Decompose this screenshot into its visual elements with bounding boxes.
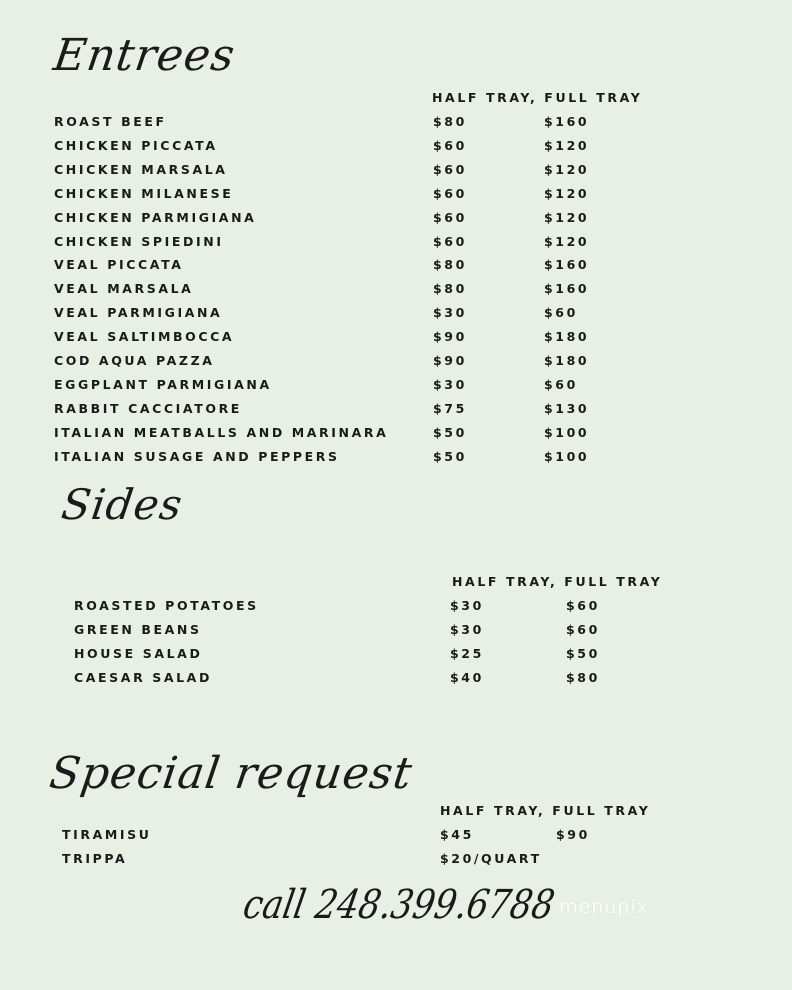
menu-item-name: CHICKEN PARMIGIANA (54, 209, 257, 225)
menupix-watermark: menupix (559, 896, 649, 918)
menu-item-half: $90 (433, 329, 467, 345)
special-title: Special request (46, 748, 416, 799)
menu-item-full: $160 (544, 114, 590, 129)
menu-item-name: HOUSE SALAD (74, 645, 203, 661)
menu-item-full: $120 (544, 209, 590, 225)
menu-item-name: TRIPPA (62, 851, 128, 866)
menu-item-row (0, 186, 792, 210)
menu-item-row (0, 646, 792, 670)
menu-item-name: ROAST BEEF (54, 114, 167, 129)
menu-item-half: $60 (433, 209, 467, 225)
menu-item-full: $160 (544, 281, 590, 297)
menu-item-name: TIRAMISU (62, 827, 152, 842)
menu-item-name: CHICKEN MILANESE (54, 185, 234, 201)
menu-item-full: $60 (544, 305, 578, 321)
menu-item-half: $80 (433, 257, 467, 273)
menu-item-half: $25 (450, 645, 484, 661)
phone-number: call 248.399.6788 (239, 882, 558, 928)
menu-item-half: $40 (450, 669, 484, 685)
menu-item-half: $60 (433, 161, 467, 177)
menu-item-row (0, 162, 792, 186)
menu-item-name: COD AQUA PAZZA (54, 353, 215, 368)
menu-item-name: CHICKEN MARSALA (54, 161, 228, 177)
menu-item-half: $60 (433, 233, 467, 249)
menu-item-name: CHICKEN SPIEDINI (54, 233, 224, 249)
menu-item-full: $60 (544, 376, 578, 392)
menu-item-full: $100 (544, 448, 590, 464)
menu-item-row (0, 851, 792, 875)
menu-item-full: $60 (566, 598, 600, 613)
menu-item-row (0, 598, 792, 622)
entrees-title: Entrees (50, 30, 239, 81)
menu-item-full: $120 (544, 233, 590, 249)
menu-item-half: $50 (433, 424, 467, 440)
menu-item-half: $90 (433, 353, 467, 368)
menu-item-full: $50 (566, 645, 600, 661)
menu-item-full: $90 (556, 827, 590, 842)
menu-item-name: ITALIAN SUSAGE AND PEPPERS (54, 448, 340, 464)
menu-item-row (0, 377, 792, 401)
menu-item-row (0, 425, 792, 449)
menu-item-row (0, 449, 792, 473)
menu-item-half: $45 (440, 827, 474, 842)
menu-item-half: $60 (433, 137, 467, 153)
menu-item-name: VEAL PICCATA (54, 257, 184, 273)
menu-item-full: $120 (544, 137, 590, 153)
menu-item-row (0, 401, 792, 425)
menu-item-row (0, 257, 792, 281)
menu-item-name: CHICKEN PICCATA (54, 137, 218, 153)
menu-item-name: EGGPLANT PARMIGIANA (54, 376, 272, 392)
menu-item-row (0, 114, 792, 138)
menu-item-name: CAESAR SALAD (74, 669, 212, 685)
menu-item-row (0, 210, 792, 234)
sides-column-header: HALF TRAY, FULL TRAY (452, 574, 663, 589)
menu-item-half: $60 (433, 185, 467, 201)
menu-item-row (0, 234, 792, 258)
sides-title: Sides (58, 480, 186, 529)
menu-item-row (0, 827, 792, 851)
menu-item-half: $30 (433, 305, 467, 321)
menu-item-full: $160 (544, 257, 590, 273)
menu-item-name: RABBIT CACCIATORE (54, 400, 242, 416)
menu-item-name: VEAL MARSALA (54, 281, 194, 297)
menu-item-row (0, 353, 792, 377)
menu-item-half: $30 (450, 598, 484, 613)
menu-item-row (0, 670, 792, 694)
menu-item-half: $30 (450, 621, 484, 637)
menu-item-full: $180 (544, 329, 590, 345)
menu-item-name: VEAL SALTIMBOCCA (54, 329, 235, 345)
menu-item-row (0, 281, 792, 305)
menu-item-half: $20/QUART (440, 851, 542, 866)
menu-item-full: $180 (544, 353, 590, 368)
menu-item-row (0, 305, 792, 329)
menu-item-name: ITALIAN MEATBALLS AND MARINARA (54, 424, 389, 440)
menu-item-row (0, 329, 792, 353)
menu-item-half: $50 (433, 448, 467, 464)
menu-item-full: $80 (566, 669, 600, 685)
menu-item-name: VEAL PARMIGIANA (54, 305, 223, 321)
entrees-column-header: HALF TRAY, FULL TRAY (432, 90, 643, 105)
menu-item-half: $80 (433, 114, 467, 129)
menu-item-full: $120 (544, 161, 590, 177)
menu-item-half: $80 (433, 281, 467, 297)
special-column-header: HALF TRAY, FULL TRAY (440, 803, 651, 818)
menu-item-half: $30 (433, 376, 467, 392)
menu-item-half: $75 (433, 400, 467, 416)
menu-item-full: $60 (566, 621, 600, 637)
menu-item-name: ROASTED POTATOES (74, 598, 259, 613)
menu-item-row (0, 622, 792, 646)
menu-item-full: $120 (544, 185, 590, 201)
menu-item-name: GREEN BEANS (74, 621, 202, 637)
menu-item-row (0, 138, 792, 162)
menu-item-full: $100 (544, 424, 590, 440)
menu-item-full: $130 (544, 400, 590, 416)
